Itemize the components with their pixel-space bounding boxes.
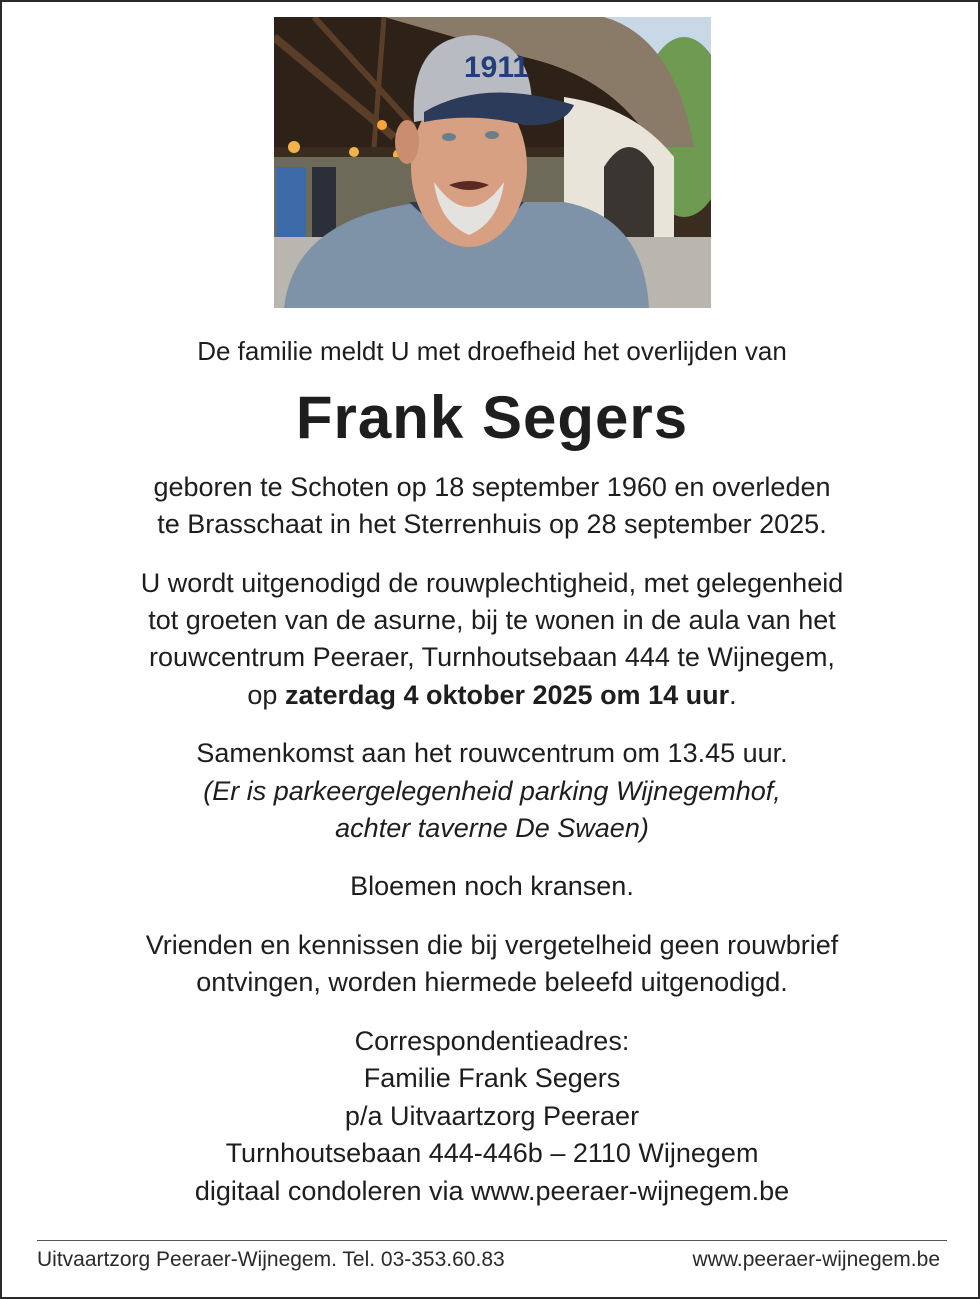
friends-line-1: Vrienden en kennissen die bij vergetelheid geen rouwbrief [145,930,839,960]
parking-line-2: achter taverne De Swaen) [335,813,649,843]
correspondence-heading: Correspondentieadres: [354,1026,630,1056]
intro-text: De familie meldt U met droefheid het overlijden van [197,336,787,366]
birth-death-line-2: te Brasschaat in het Sterrenhuis op 28 september 2025. [157,509,827,539]
cap-text: 1911 [464,51,530,84]
birth-death-line-1: geboren te Schoten op 18 september 1960 en overleden [153,472,831,502]
condolence-link-text: digitaal condoleren via www.peeraer-wijnegem.be [194,1176,790,1206]
footer-contact: Uitvaartzorg Peeraer-Wijnegem. Tel. 03-353.60.83 [37,1248,505,1271]
gathering-text: Samenkomst aan het rouwcentrum om 13.45 uur. [196,738,788,768]
date-prefix: op [247,680,285,710]
flowers-text: Bloemen noch kransen. [350,871,634,901]
ceremony-date-line [2,677,980,714]
correspondence-family: Familie Frank Segers [363,1063,621,1093]
ceremony-date: zaterdag 4 oktober 2025 om 14 uur [284,680,730,710]
date-suffix: . [729,680,737,710]
invitation-line-2: tot groeten van de asurne, bij te wonen in de aula van het [148,605,836,635]
deceased-name: Frank Segers [295,384,689,451]
footer-divider [37,1240,947,1241]
parking-line-1: (Er is parkeergelegenheid parking Wijnegemhof, [203,776,781,806]
correspondence-care-of: p/a Uitvaartzorg Peeraer [344,1101,640,1131]
footer-website-link[interactable]: www.peeraer-wijnegem.be [692,1248,940,1271]
correspondence-address: Turnhoutsebaan 444-446b – 2110 Wijnegem [225,1138,759,1168]
portrait-image [274,17,711,308]
invitation-line-3: rouwcentrum Peeraer, Turnhoutsebaan 444 te Wijnegem, [149,642,835,672]
portrait-photo [274,17,711,308]
invitation-line-1: U wordt uitgenodigd de rouwplechtigheid, met gelegenheid [140,568,844,598]
friends-line-2: ontvingen, worden hiermede beleefd uitgenodigd. [196,967,788,997]
